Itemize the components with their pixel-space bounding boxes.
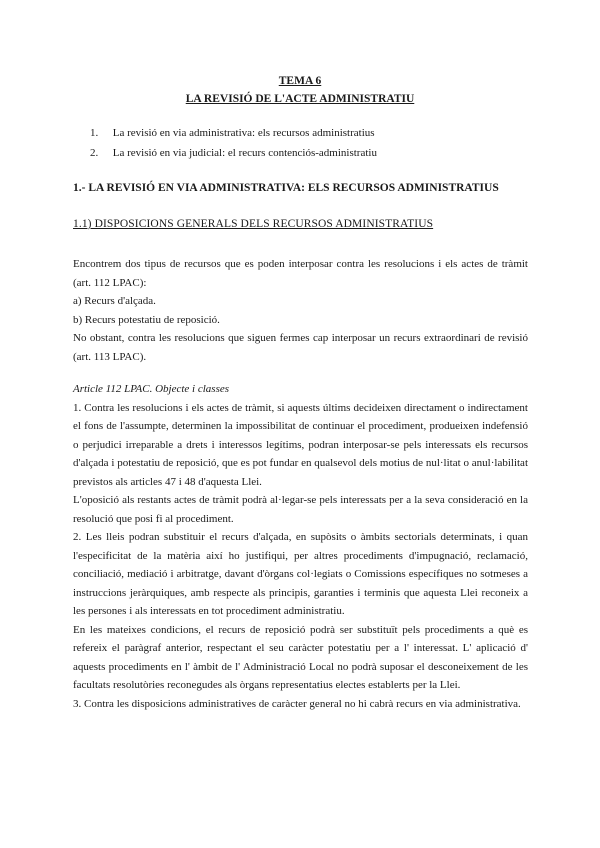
toc-item: [90, 127, 375, 139]
article-paragraph: En les mateixes condicions, el recurs de reposició podrà ser substituït pels procediments a què es refereix el paràgraf anterior, respectant el seu caràcter potestatiu per a l' interessat. L' aplicació d' aquests procediments en l' àmbit de l' Administració Local no podrà suposar el desconeixement de les facultats resolutòries reconegudes als òrgans representatius electes establerts per la Llei.: [73, 623, 528, 691]
article-paragraph: L'oposició als restants actes de tràmit podrà al·legar-se pels interessats per a la seva consideració en la resolució que posi fi al procediment.: [73, 494, 528, 525]
subsection-heading: 1.1) DISPOSICIONS GENERALS DELS RECURSOS ADMINISTRATIUS: [73, 218, 434, 230]
toc-item-number: 1.: [90, 127, 99, 139]
intro-paragraph: No obstant, contra les resolucions que siguen fermes cap interposar un recurs extraordinari de revisió (art. 113 LPAC).: [73, 332, 528, 363]
intro-paragraph: Encontrem dos tipus de recursos que es poden interposar contra les resolucions i els actes de tràmit (art. 112 LPAC):: [73, 258, 528, 289]
intro-list-item: a) Recurs d'alçada.: [73, 295, 156, 307]
intro-text: [73, 255, 528, 366]
toc-item-text: La revisió en via administrativa: els recursos administratius: [112, 127, 375, 139]
page-title: LA REVISIÓ DE L'ACTE ADMINISTRATIU: [185, 93, 415, 105]
toc-item-number: 2.: [90, 147, 99, 159]
article-paragraph: 1. Contra les resolucions i els actes de tràmit, si aquests últims decideixen directament o indirectament el fons de l'assumpte, determinen la impossibilitat de continuar el procediment, produeixen indefensió o perjudici irreparable a drets i interessos legítims, podran interposar-se pels interessats els recursos d'alçada i potestatiu de reposició, que es pot fundar en qualsevol dels motius de nul·litat o anul·labilitat previstos als articles 47 i 48 d'aquesta Llei.: [73, 401, 528, 488]
article-paragraph: 3. Contra les disposicions administratives de caràcter general no hi cabrà recurs en via administrativa.: [73, 697, 521, 710]
article-block: [73, 380, 528, 713]
toc-item: [90, 147, 377, 159]
article-paragraph: 2. Les lleis podran substituir el recurs d'alçada, en supòsits o àmbits sectorials determinats, i quan l'especificitat de la matèria així ho justifiqui, per altres procediments d'impugnació, reclamació, conciliació, mediació i arbitratge, davant d'òrgans col·legiats o Comissions específiques no sotmeses a instruccions jeràrquiques, amb respecte als principis, garanties i terminis que aquesta Llei reconeix a les persones i als interessats en tot procediment administratiu.: [73, 531, 528, 617]
intro-list-item: b) Recurs potestatiu de reposició.: [73, 313, 220, 326]
article-title: Article 112 LPAC. Objecte i classes: [73, 383, 230, 395]
section-heading: 1.- LA REVISIÓ EN VIA ADMINISTRATIVA: ELS RECURSOS ADMINISTRATIUS: [73, 182, 499, 194]
toc-item-text: La revisió en via judicial: el recurs contenciós-administratiu: [112, 147, 377, 159]
tema-heading: TEMA 6: [278, 75, 322, 87]
